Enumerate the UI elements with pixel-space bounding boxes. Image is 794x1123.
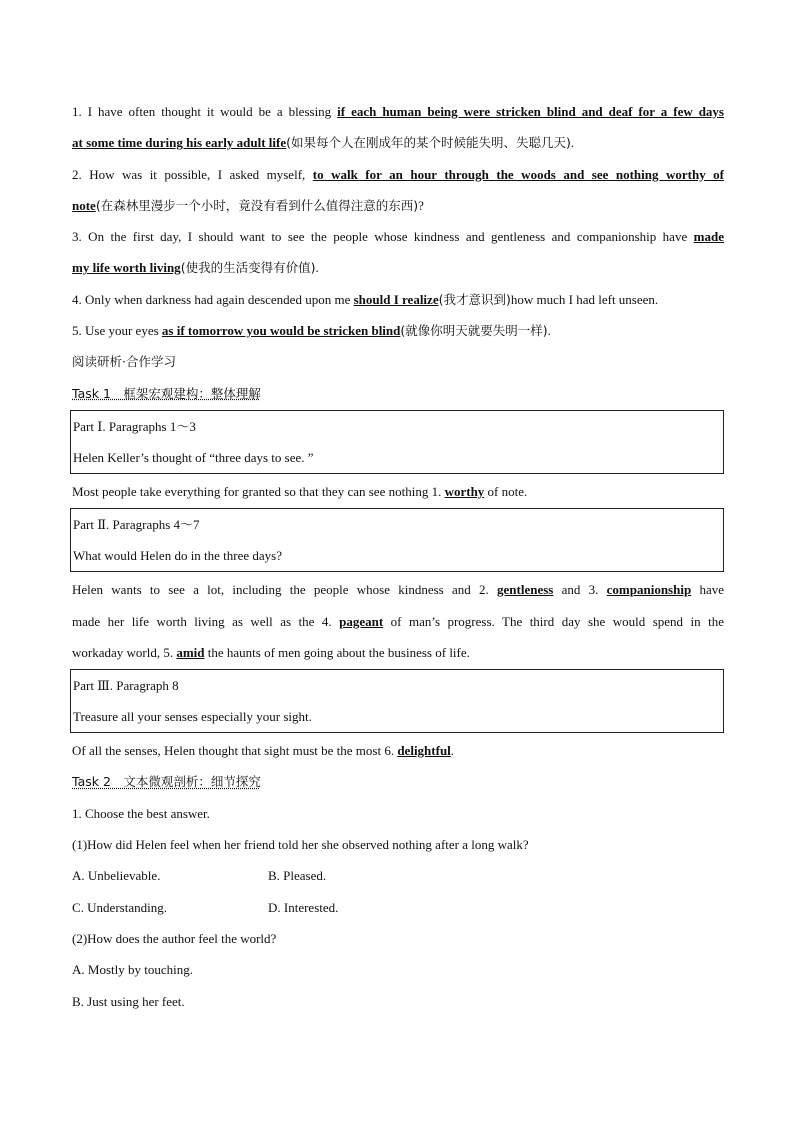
key-phrase: at some time during his early adult life <box>72 135 287 151</box>
task-2-title: Task 2 文本微观剖析：细节探究 <box>72 774 261 790</box>
chinese-gloss: (我才意识到) <box>438 291 511 307</box>
sentence-text: 2. How was it possible, I asked myself, <box>72 166 313 182</box>
answer-6: delightful <box>397 743 451 759</box>
option-b: B. Pleased. <box>268 868 327 884</box>
answer-2: gentleness <box>497 582 554 598</box>
option-c: C. Understanding. <box>72 899 167 915</box>
sentence-text: 1. I have often thought it would be a blessing <box>72 104 338 119</box>
part-2-title: Part Ⅱ. Paragraphs 4～7 <box>73 517 200 533</box>
key-phrase: to walk for an hour through the woods and see nothing worthy of <box>312 166 724 182</box>
punctuation: . <box>450 743 455 759</box>
document-page <box>72 96 724 1017</box>
question-1-options-row-1 <box>72 860 724 891</box>
part-3-title: Part Ⅲ. Paragraph 8 <box>73 678 179 694</box>
summary-text: made her life worth living as well as the 4. <box>72 613 340 629</box>
question-2-option-a: A. Mostly by touching. <box>72 962 193 978</box>
key-phrase: made <box>693 229 724 245</box>
summary-1 <box>72 476 724 507</box>
question-2-stem: (2)How does the author feel the world? <box>72 930 277 946</box>
sentence-3-line-2 <box>72 252 724 283</box>
answer-1: worthy <box>444 483 485 499</box>
sentence-1-line-1 <box>72 96 724 127</box>
summary-text: the haunts of men going about the business of life. <box>204 644 470 660</box>
punctuation: . <box>547 323 551 339</box>
section-heading: 阅读研析·合作学习 <box>72 354 176 370</box>
answer-4: pageant <box>339 613 384 629</box>
part-3-box <box>70 669 724 733</box>
sentence-text: 5. Use your eyes <box>72 323 162 339</box>
chinese-gloss: (在森林里漫步一个小时，竟没有看到什么值得注意的东西) <box>95 197 419 213</box>
sentence-text: 4. Only when darkness had again descended upon me <box>72 291 354 307</box>
summary-2-line-2 <box>72 606 724 637</box>
option-a: A. Unbelievable. <box>72 868 161 884</box>
answer-5: amid <box>176 644 205 660</box>
question-1-options-row-2 <box>72 892 724 923</box>
task-1-title: Task 1 框架宏观建构：整体理解 <box>72 385 261 401</box>
question-intro: 1. Choose the best answer. <box>72 805 210 821</box>
summary-text: Most people take everything for granted so that they can see nothing 1. <box>72 483 445 499</box>
punctuation: ? <box>418 197 424 213</box>
chinese-gloss: (使我的生活变得有价值) <box>180 260 316 276</box>
summary-text: of note. <box>484 483 528 499</box>
sentence-2-line-1 <box>72 159 724 190</box>
sentence-5 <box>72 315 724 346</box>
punctuation: . <box>570 135 575 151</box>
summary-2-line-3 <box>72 637 724 668</box>
part-3-text: Treasure all your senses especially your sight. <box>73 709 312 725</box>
key-phrase: as if tomorrow you would be stricken blind <box>161 323 401 339</box>
chinese-gloss: (就像你明天就要失明一样) <box>400 323 548 339</box>
sentence-3-line-1 <box>72 221 724 252</box>
part-1-title: Part Ⅰ. Paragraphs 1～3 <box>73 418 196 434</box>
chinese-gloss: (如果每个人在刚成年的某个时候能失明、失聪几天) <box>286 135 571 151</box>
question-2-option-b: B. Just using her feet. <box>72 993 185 1009</box>
sentence-text: 3. On the first day, I should want to see the people whose kindness and gentleness and companionship have <box>72 229 694 245</box>
task-2-heading <box>72 766 724 797</box>
summary-text: and 3. <box>553 582 607 598</box>
part-2-text: What would Helen do in the three days? <box>73 548 283 564</box>
question-1-stem: (1)How did Helen feel when her friend told her she observed nothing after a long walk? <box>72 837 529 853</box>
summary-2-line-1 <box>72 574 724 605</box>
answer-3: companionship <box>606 582 692 598</box>
part-1-text: Helen Keller’s thought of “three days to see. ” <box>73 449 314 465</box>
summary-3 <box>72 735 724 766</box>
part-1-box <box>70 410 724 474</box>
key-phrase: my life worth living <box>72 260 181 276</box>
key-phrase: note <box>72 197 96 213</box>
summary-text: have <box>691 582 724 598</box>
sentence-4 <box>72 284 724 315</box>
summary-text: of man’s progress. The third day she would spend in the <box>383 613 724 629</box>
sentence-1-line-2 <box>72 127 724 158</box>
option-d: D. Interested. <box>268 899 339 915</box>
sentence-2-line-2 <box>72 190 724 221</box>
punctuation: . <box>315 260 319 276</box>
key-phrase: should I realize <box>353 291 439 307</box>
summary-text: workaday world, 5. <box>72 644 177 660</box>
task-1-heading <box>72 378 724 409</box>
sentence-text: how much I had left unseen. <box>510 291 659 307</box>
part-2-box <box>70 508 724 572</box>
summary-text: Helen wants to see a lot, including the people whose kindness and 2. <box>72 582 498 598</box>
key-phrase: if each human being were stricken blind and deaf for a few days <box>337 104 724 119</box>
summary-text: Of all the senses, Helen thought that sight must be the most 6. <box>72 743 398 759</box>
